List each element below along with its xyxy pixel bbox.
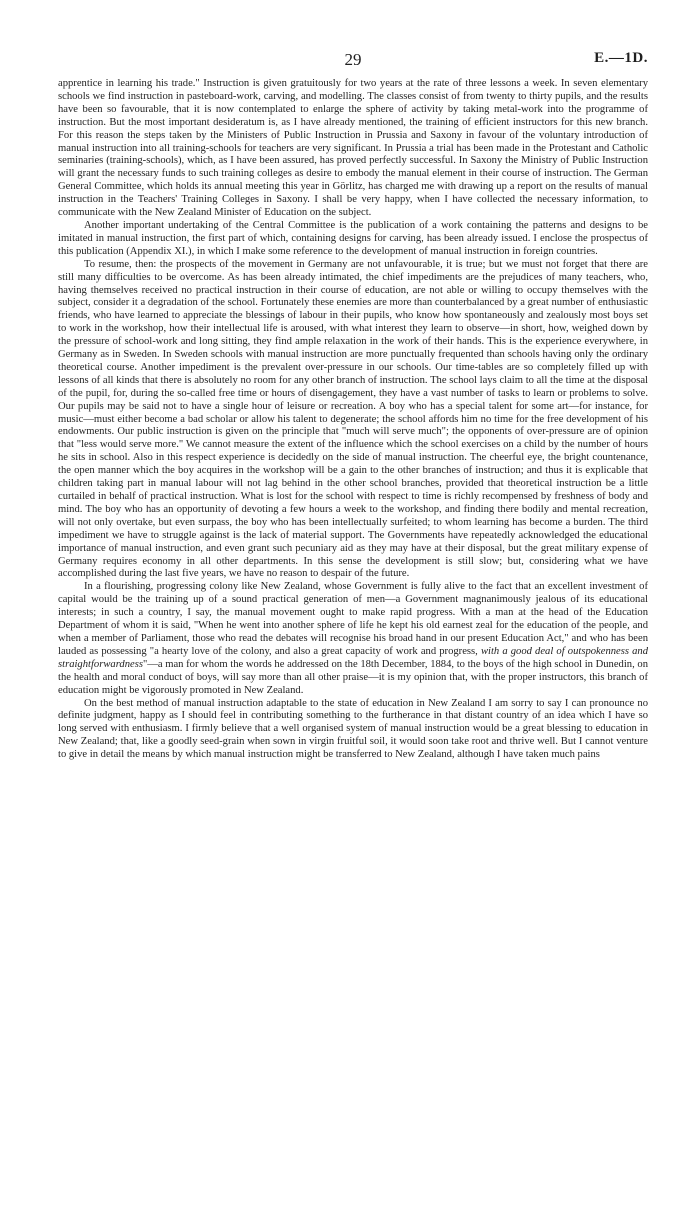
paragraph-text: Another important undertaking of the Central Committee is the publication of a work containing the patterns and designs to be imitated in manual instruction, the first part of which, containing designs for carving, has been already issued. I enclose the prospectus of this publication (Appendix XI.), in which I make some reference to the development of manual instruction in foreign countries. [58,219,648,257]
paragraph-text: In a flourishing, progressing colony like New Zealand, whose Government is fully alive to the fact that an excellent investment of capital would be the training up of a sound practical generation of men—a Government magnanimously jealous of its educational interests; in such a country, I say, the manual movement ought to make rapid progress. With a man at the head of the Education Department of whom it is said, "When he went into another sphere of life he kept his old earnest zeal for the education of the people, and when a member of Parliament, those who read the debates will recognise his broad hand in our present Education Act," and who has been lauded as possessing "a hearty love of the colony, and also a great capacity of work and progress, [58,581,648,657]
paragraph-text: "—a man for whom the words he addressed on the 18th December, 1884, to the boys of the high school in Dunedin, on the health and moral conduct of boys, will say more than all other praise—it is my opinion that, with the proper instructors, this branch of education might be vigorously promoted in New Zealand. [58,658,648,696]
paragraph-3 [58,259,648,582]
paragraph-text: To resume, then: the prospects of the movement in Germany are not unfavourable, it is true; but we must not forget that there are still many difficulties to be overcome. As has been already intimated, the chief impediments are the prejudices of many teachers, who, having themselves received no practical instruction in their course of education, are not able or willing to occupy themselves with the subject, consider it a degradation of the school. Fortunately these enemies are more than counterbalanced by a great number of enthusiastic friends, who have learned to appreciate the blessings of labour in their pupils, who know how spontaneously and zealously most boys set to work in the workshop, how their intellectual life is aroused, with what interest they learn to observe—in short, how, weighed down by the pressure of school-work and long sitting, they find ample relaxation in the work of their hands. This is the experience everywhere, in Germany as in Sweden. In Sweden schools with manual instruction are more punctually frequented than schools having only the ordinary theoretical course. Another impediment is the prevalent over-pressure in our schools. Our time-tables are so completely filled up with lessons of all kinds that there is absolutely no room for any other branch of instruction. The school lays claim to all the time at the disposal of the pupil, for, during the so-called free time or hours of disengagement, they have a vast number of tasks to learn or problems to solve. Our pupils may be said not to have a single hour of leisure or recreation. A boy who has a special talent for some art—for instance, for music—must either become a bad scholar or allow his talent to degenerate; the school affords him no time for the free development of his endowments. Our public instruction is given on the principle that "much will serve much"; the opponents of over-pressure are of opinion that "less would serve more." We cannot measure the extent of the influence which the school exercises on a child by the number of hours he sits in school. Also in this respect experience is decidedly on the side of manual instruction. The cheerful eye, the bright countenance, the open manner which the boy acquires in the workshop will be a gain to the other branches of instruction; and thus it is explicable that children taking part in manual labour will not lag behind in the other school branches, provided that theoretical instruction be a little curtailed in behalf of practical instruction. What is lost for the school with respect to time is richly recompensed by freshness of body and mind. The boy who has an opportunity of devoting a few hours a week to the workshop, and finding there bodily and mental recreation, will not only overtake, but even surpass, the boy who has been intellectually surfeited; to whom learning has become a burden. The third impediment we have to struggle against is the lack of material support. The Governments have repeatedly acknowledged the educational importance of manual instruction, and even grant such pecuniary aid as they may have at their disposal, but the great military expense of Germany requires economy in all other departments. In this sense the development is still slow; but, considering what we have accomplished during the last five years, we have no reason to despair of the future. [58,258,648,580]
paragraph-1 [58,78,648,220]
paragraph-4 [58,581,648,697]
body-text [58,78,648,762]
paragraph-text: On the best method of manual instruction adaptable to the state of education in New Zealand I am sorry to say I can pronounce no definite judgment, happy as I should feel in contributing something to the furtherance in that distant country of an idea which I have so long served with enthusiasm. I firmly believe that a well organised system of manual instruction would be a great blessing to education in New Zealand; that, like a goodly seed-grain when sown in virgin fruitful soil, it would soon take root and thrive well. But I cannot venture to give in detail the means by which manual instruction might be transferred to New Zealand, although I have taken much pains [58,697,648,761]
italic-quote: with a good deal of outspokenness and straightforwardness [58,645,649,670]
paragraph-5 [58,698,648,763]
page-number: 29 [344,50,362,69]
paragraph-text: apprentice in learning his trade." Instruction is given gratuitously for two years at the rate of three lessons a week. In seven elementary schools we find instruction in pasteboard-work, carving, and modelling. The classes consist of from twenty to thirty pupils, and the results have been so favourable, that it is now contemplated to enlarge the sphere of activity by taking metal-work into the programme of instruction. But the most important desideratum is, as I have already mentioned, the training of efficient instructors for this new branch. For this reason the steps taken by the Ministers of Public Instruction in Prussia and Saxony in favour of the voluntary introduction of manual instruction into all training-schools for teachers are very significant. In Prussia a trial has been made in the Protestant and Catholic seminaries (training-schools), which, as I have been assured, has proved perfectly successful. In Saxony the Ministry of Public Instruction will grant the necessary funds to such training colleges as desire to embody the manual element in their course of instruction. The German General Committee, which holds its annual meeting this year in Görlitz, has charged me with drawing up a report on the results of manual instruction in the Teachers' Training Colleges in Saxony. I shall be very happy, when I have collected the necessary information, to communicate with the New Zealand Minister of Education on the subject. [58,78,648,219]
document-reference: E.—1D. [594,50,648,66]
page-header [58,50,648,72]
paragraph-2 [58,220,648,259]
